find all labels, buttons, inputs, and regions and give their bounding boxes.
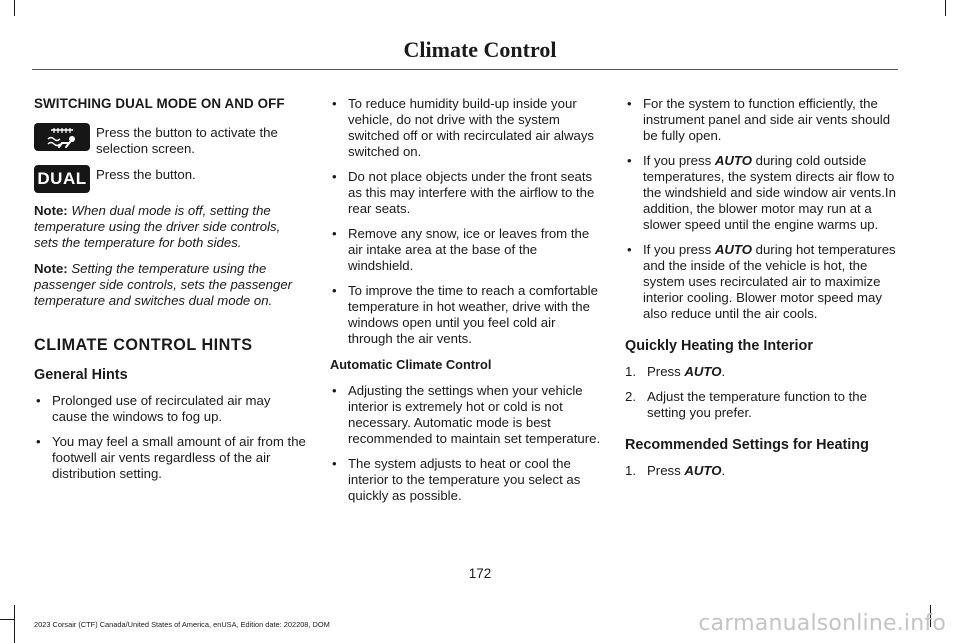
list-item [625, 242, 897, 322]
climate-screen-icon [34, 123, 90, 151]
list-item [330, 226, 602, 274]
list-item-text: The system adjusts to heat or cool the interior to the temperature you select as quickly as possible. [348, 456, 581, 503]
list-item [625, 96, 897, 144]
list-item [330, 169, 602, 217]
auto-keyword: AUTO [714, 153, 752, 168]
list-item [330, 456, 602, 504]
list-item-text: Do not place objects under the front seats as this may interfere with the airflow to the rear seats. [348, 169, 595, 216]
step-text-pre: Press [647, 364, 685, 379]
crop-mark-top-right-v [945, 0, 946, 16]
bullet-list [34, 393, 306, 482]
list-item-text: To reduce humidity build-up inside your vehicle, do not drive with the system switched off or with recirculated air always switched on. [348, 96, 595, 159]
dual-button-icon: DUAL [34, 165, 90, 193]
list-item-text: You may feel a small amount of air from the footwell air vents regardless of the air distribution setting. [52, 434, 306, 481]
auto-keyword: AUTO [714, 242, 752, 257]
note-label: Note: [34, 203, 68, 218]
bullet-glyph: • [332, 383, 337, 398]
list-item-text: To improve the time to reach a comfortable temperature in hot weather, drive with the windows open until you feel cold air through the air vents. [348, 283, 598, 346]
list-item [625, 389, 897, 421]
instruction-row [34, 125, 306, 157]
step-text-post: . [721, 463, 726, 478]
crop-mark-top-left-v [14, 0, 15, 16]
bullet-glyph: • [332, 169, 337, 184]
crop-mark-bottom-left-v [14, 605, 15, 643]
list-item-text-post: during cold outside temperatures, the system directs air flow to the windshield and side window air vents.In addition, the blower motor may run at a slower speed until the engine warms up. [643, 153, 896, 232]
instruction-row [34, 167, 306, 193]
list-item [330, 96, 602, 160]
bullet-glyph: • [332, 96, 337, 111]
column-1 [34, 96, 306, 492]
step-number: 1. [625, 463, 636, 478]
sub-heading-quick-heating: Quickly Heating the Interior [625, 338, 813, 354]
watermark: carmanualsonline.info [698, 611, 946, 636]
numbered-list [625, 463, 897, 479]
list-item-text-pre: If you press [643, 242, 715, 257]
auto-keyword: AUTO [684, 463, 722, 478]
list-item-text: For the system to function efficiently, the instrument panel and side air vents should be fully open. [643, 96, 891, 143]
bullet-glyph: • [332, 226, 337, 241]
bullet-glyph: • [627, 96, 632, 111]
note [34, 203, 306, 251]
list-item [330, 283, 602, 347]
crop-mark-bottom-left-h [0, 619, 14, 620]
edition-footer: 2023 Corsair (CTF) Canada/United States of America, enUSA, Edition date: 202208, DOM [34, 620, 330, 629]
bullet-glyph: • [36, 434, 41, 449]
section-heading-dual-mode: SWITCHING DUAL MODE ON AND OFF [34, 96, 285, 111]
step-number: 2. [625, 389, 636, 404]
sub-heading-recommended-heating: Recommended Settings for Heating [625, 437, 869, 453]
list-item [34, 393, 306, 425]
instruction-text: Press the button. [96, 167, 196, 182]
list-item [625, 364, 897, 380]
list-item-text: Remove any snow, ice or leaves from the air intake area at the base of the windshield. [348, 226, 590, 273]
list-item-text-post: during hot temperatures and the inside of the vehicle is hot, the system uses recirculated air to maximize interior cooling. Blower motor speed may also reduce until the air cools. [643, 242, 896, 321]
bullet-list [330, 96, 602, 347]
note-text: When dual mode is off, setting the temperature using the driver side controls, sets the temperature for both sides. [34, 203, 281, 250]
sub-heading-automatic-climate: Automatic Climate Control [330, 357, 492, 372]
bullet-glyph: • [332, 456, 337, 471]
header-rule [32, 69, 898, 70]
bullet-glyph: • [332, 283, 337, 298]
auto-keyword: AUTO [684, 364, 722, 379]
bullet-list [330, 383, 602, 504]
page-number: 172 [468, 566, 492, 581]
note-text: Setting the temperature using the passenger side controls, sets the passenger temperature and switches dual mode on. [34, 261, 293, 308]
list-item-text-pre: If you press [643, 153, 715, 168]
step-text-pre: Adjust the temperature function to the setting you prefer. [647, 389, 867, 420]
bullet-glyph: • [627, 242, 632, 257]
list-item [625, 463, 897, 479]
bullet-glyph: • [36, 393, 41, 408]
list-item [625, 153, 897, 233]
note [34, 261, 306, 309]
bullet-list [625, 96, 897, 322]
numbered-list [625, 364, 897, 421]
list-item-text: Prolonged use of recirculated air may cause the windows to fog up. [52, 393, 271, 424]
page-title: Climate Control [403, 37, 557, 62]
step-text-pre: Press [647, 463, 685, 478]
column-3 [625, 96, 897, 489]
instruction-text: Press the button to activate the selection screen. [96, 125, 278, 156]
step-number: 1. [625, 364, 636, 379]
list-item [330, 383, 602, 447]
step-text-post: . [721, 364, 726, 379]
list-item-text: Adjusting the settings when your vehicle interior is extremely hot or cold is not necessary. Automatic mode is best recommended to maintain set temperature. [348, 383, 601, 446]
bullet-glyph: • [627, 153, 632, 168]
list-item [34, 434, 306, 482]
column-2 [330, 96, 602, 514]
sub-heading-general-hints: General Hints [34, 367, 128, 383]
note-label: Note: [34, 261, 68, 276]
section-heading-hints: CLIMATE CONTROL HINTS [34, 336, 253, 354]
